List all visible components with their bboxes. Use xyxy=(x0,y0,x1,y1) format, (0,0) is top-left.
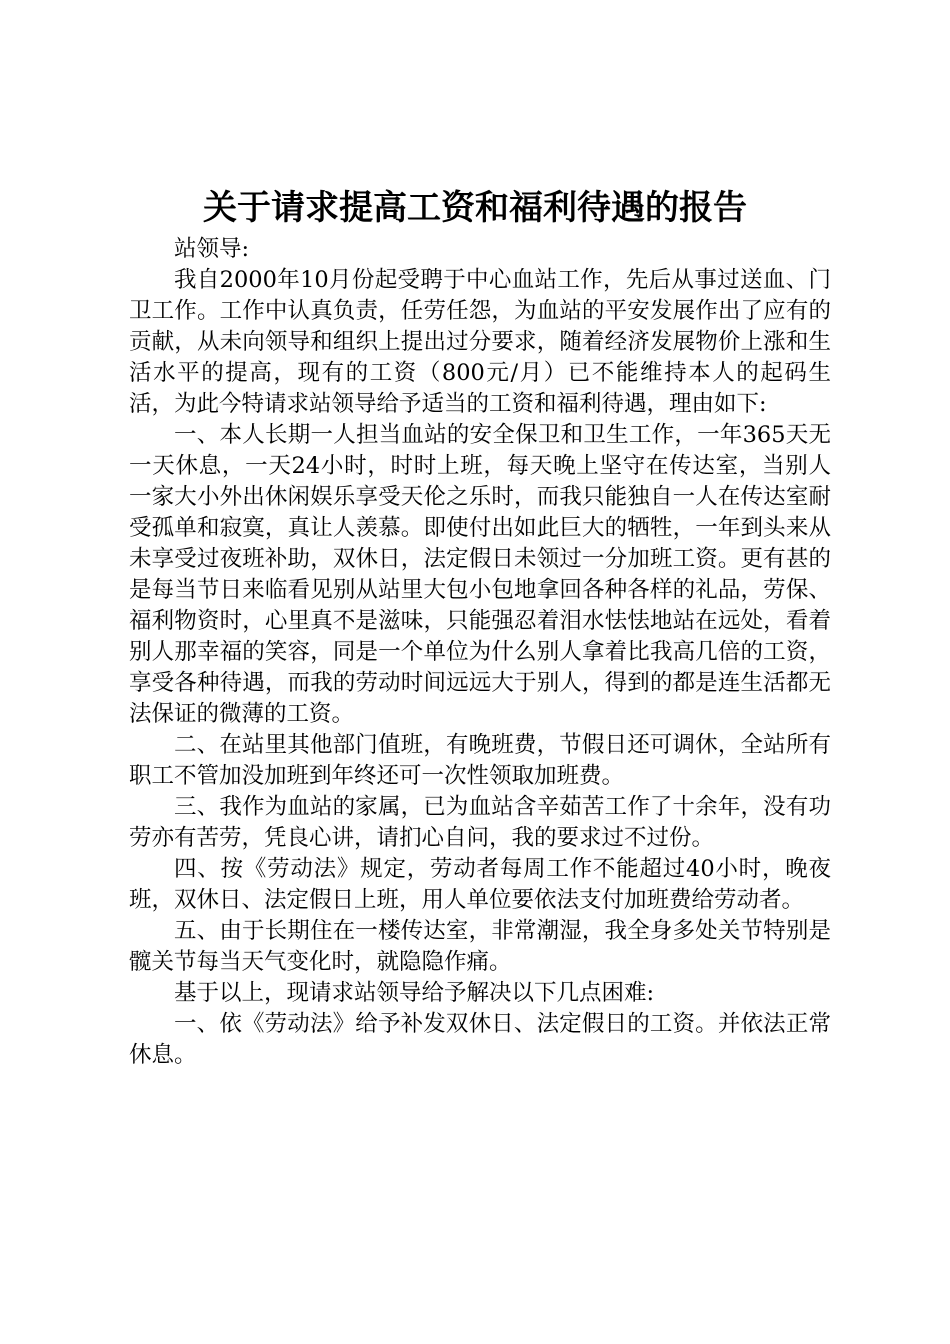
paragraph-reason-3: 三、我作为血站的家属，已为血站含辛茹苦工作了十余年，没有功劳亦有苦劳，凭良心讲，请扪心自问，我的要求过不过份。 xyxy=(129,794,831,851)
paragraph-reason-1: 一、本人长期一人担当血站的安全保卫和卫生工作，一年365天无一天休息，一天24小时，时时上班，每天晚上坚守在传达室，当别人一家大小外出休闲娱乐享受天伦之乐时，而我只能独自一人在传达室耐受孤单和寂寞，真让人羡慕。即使付出如此巨大的牺牲，一年到头来从未享受过夜班补助，双休日，法定假日未领过一分加班工资。更有甚的是每当节日来临看见别从站里大包小包地拿回各种各样的礼品，劳保、福利物资时，心里真不是滋味，只能强忍着泪水怯怯地站在远处，看着别人那幸福的笑容，同是一个单位为什么别人拿着比我高几倍的工资，享受各种待遇，而我的劳动时间远远大于别人，得到的都是连生活都无法保证的微薄的工资。 xyxy=(129,422,831,727)
paragraph-reason-2: 二、在站里其他部门值班，有晚班费，节假日还可调休，全站所有职工不管加没加班到年终还可一次性领取加班费。 xyxy=(129,732,831,789)
paragraph-reason-4: 四、按《劳动法》规定，劳动者每周工作不能超过40小时，晚夜班，双休日、法定假日上班，用人单位要依法支付加班费给劳动者。 xyxy=(129,856,831,913)
document-title: 关于请求提高工资和福利待遇的报告 xyxy=(203,188,747,228)
salutation: 站领导: xyxy=(174,236,250,262)
paragraph-reason-5: 五、由于长期住在一楼传达室，非常潮湿，我全身多处关节特别是髋关节每当天气变化时，就隐隐作痛。 xyxy=(129,918,831,975)
paragraph-request-intro: 基于以上，现请求站领导给予解决以下几点困难: xyxy=(174,980,655,1006)
document-body xyxy=(129,234,831,1071)
paragraph-request-1: 一、依《劳动法》给予补发双休日、法定假日的工资。并依法正常休息。 xyxy=(129,1011,831,1068)
paragraph-intro: 我自2000年10月份起受聘于中心血站工作，先后从事过送血、门卫工作。工作中认真负责，任劳任怨，为血站的平安发展作出了应有的贡献，从未向领导和组织上提出过分要求，随着经济发展物价上涨和生活水平的提高，现有的工资（800元/月）已不能维持本人的起码生活，为此今特请求站领导给予适当的工资和福利待遇，理由如下: xyxy=(129,267,831,417)
